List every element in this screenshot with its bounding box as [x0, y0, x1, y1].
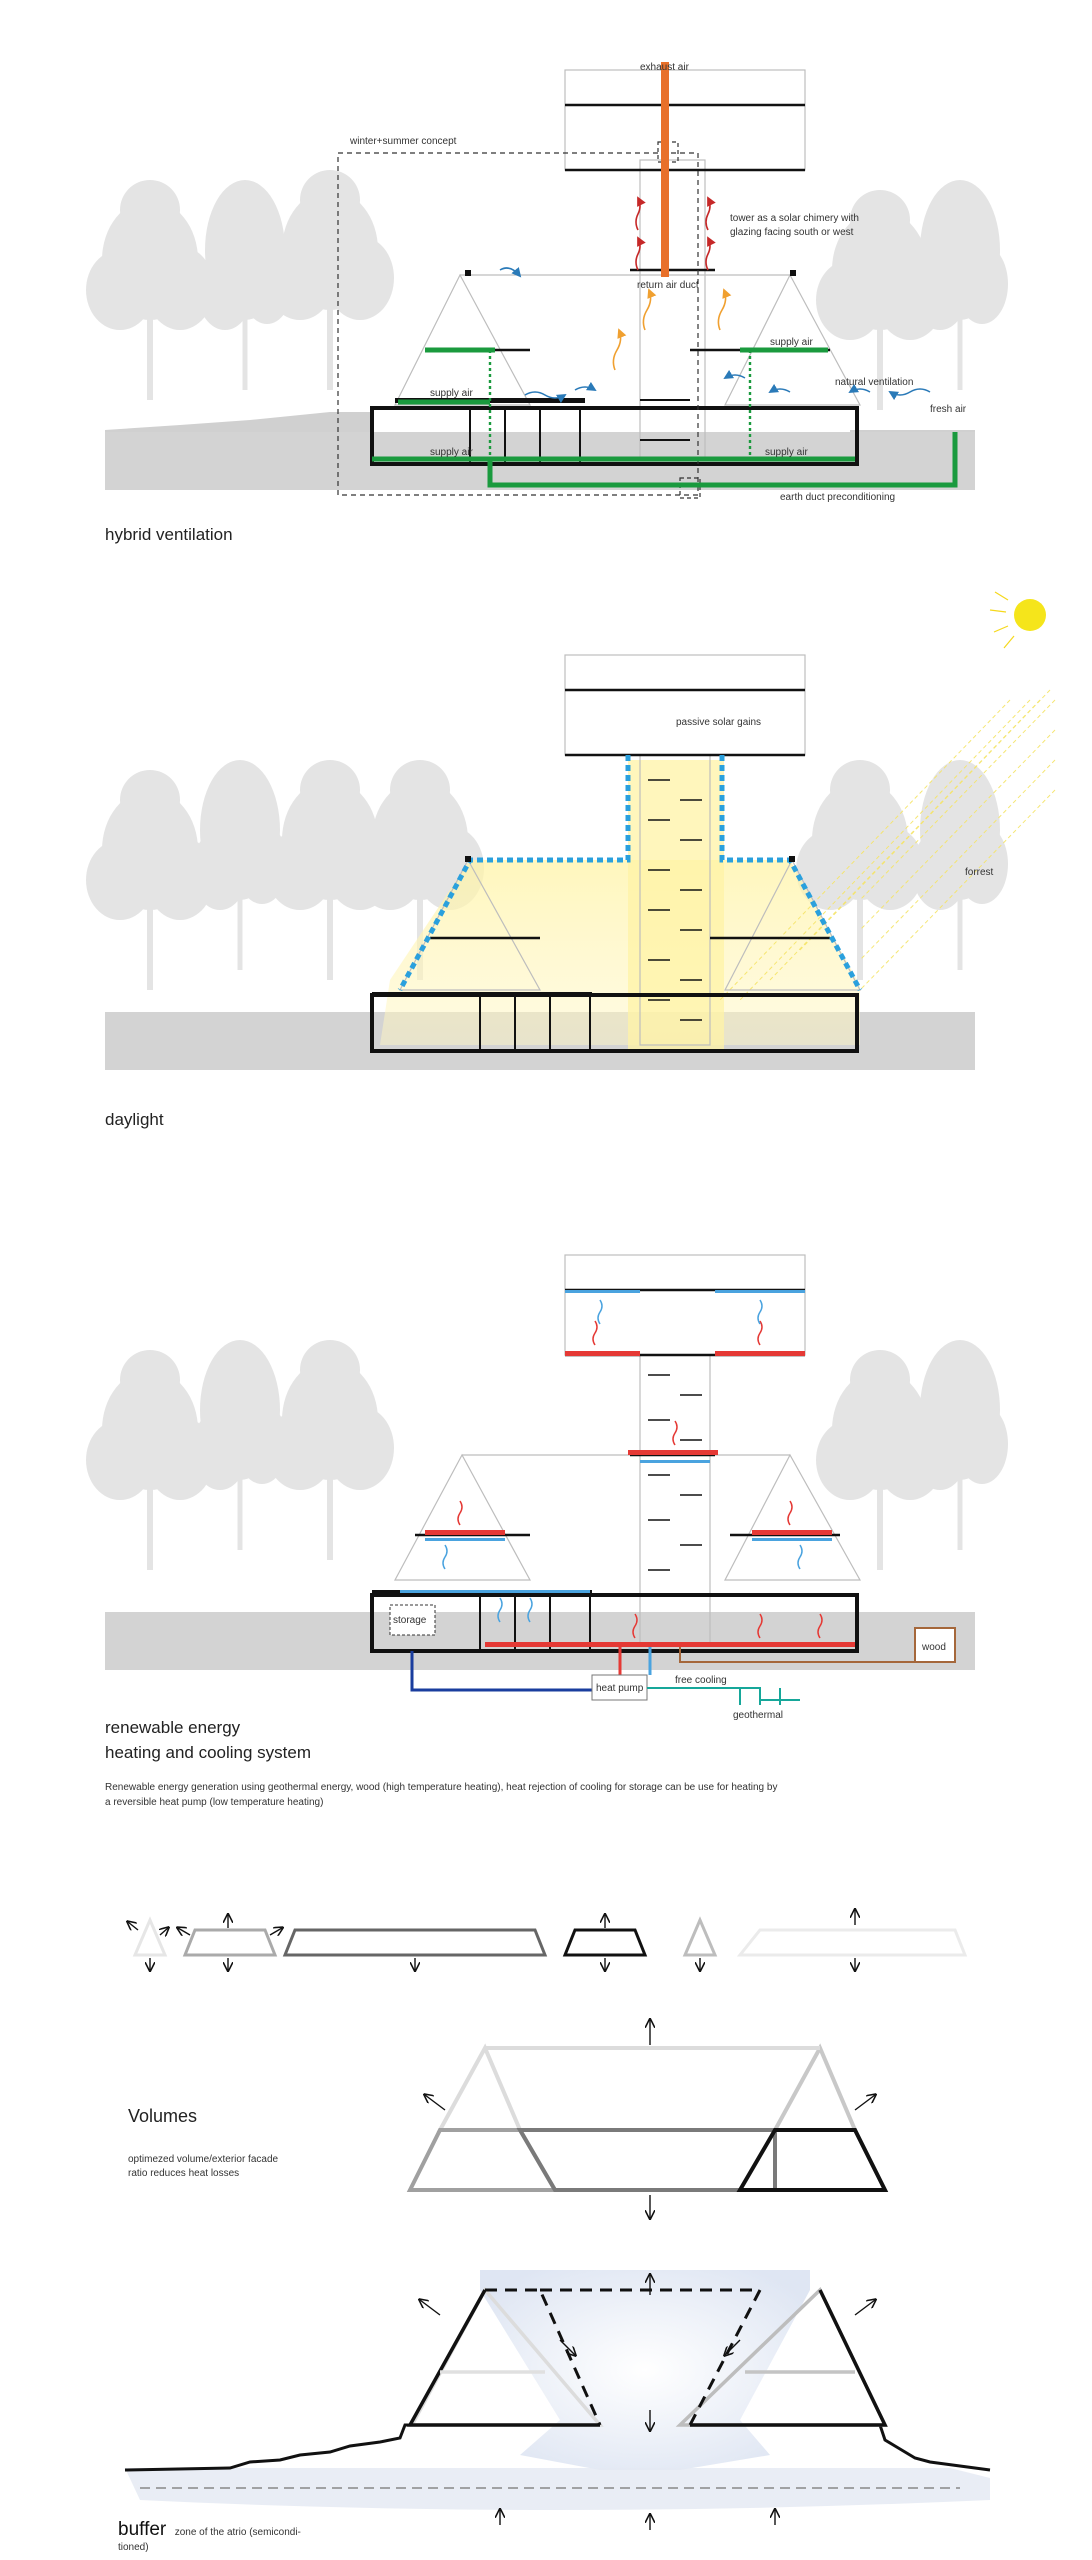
exploded-volumes: [135, 1920, 965, 1955]
volume-piece-1: [135, 1920, 165, 1955]
label-supply-air-left-mid: supply air: [430, 388, 473, 399]
buffer-ground-fill: [125, 2468, 990, 2510]
assembled-volume: [410, 2048, 885, 2190]
sun-disc: [1014, 599, 1046, 631]
label-supply-air-left-low: supply air: [430, 447, 473, 458]
title-buffer-small-line2: tioned): [118, 2542, 149, 2553]
assembled-right-base: [740, 2130, 885, 2190]
panel-renewable-energy: [86, 1255, 1008, 1808]
cooling-elements: [400, 1290, 832, 1593]
warm-air-arrows: [636, 198, 710, 270]
label-supply-air-right-upper: supply air: [770, 337, 813, 348]
label-free-cooling: free cooling: [675, 1675, 727, 1686]
title-buffer-big: buffer: [118, 2519, 167, 2540]
panel-volumes: [128, 1910, 965, 2218]
title-buffer-small: zone of the atrio (semicondi-: [174, 2527, 301, 2538]
exhaust-duct: [661, 62, 669, 277]
caption-renewable-line2: a reversible heat pump (low temperature heating): [105, 1797, 324, 1808]
caption-volumes-line2: ratio reduces heat losses: [128, 2168, 240, 2179]
label-wood: wood: [922, 1642, 946, 1653]
panel-hybrid-ventilation: [86, 62, 1008, 544]
sun-rays: [990, 592, 1014, 648]
volume-piece-3: [285, 1930, 545, 1955]
title-renewable-line2: heating and cooling system: [105, 1743, 312, 1762]
panel-daylight: [86, 592, 1055, 1129]
label-tower-line1: tower as a solar chimery with: [730, 213, 859, 224]
ground-floor-slab-2: [372, 992, 592, 997]
title-renewable-line1: renewable energy: [105, 1718, 241, 1737]
return-air-arrows: [613, 290, 725, 370]
title-hybrid-ventilation: hybrid ventilation: [105, 525, 233, 544]
volume-piece-5: [685, 1920, 715, 1955]
label-fresh-air: fresh air: [930, 404, 967, 415]
background-trees: [86, 170, 1008, 410]
volume-piece-2: [185, 1930, 275, 1955]
stair-treads-3: [648, 1375, 702, 1595]
buffer-atrium-fill: [480, 2270, 810, 2470]
volume-piece-6: [740, 1930, 965, 1955]
geothermal-probes: [740, 1688, 780, 1705]
label-return-air-duct: return air duct: [637, 280, 699, 291]
building-outline-3: [395, 1255, 860, 1645]
label-supply-air-right-low: supply air: [765, 447, 808, 458]
exploded-arrows: [128, 1910, 855, 1970]
label-earth-duct: earth duct preconditioning: [780, 492, 896, 503]
label-natural-ventilation: natural ventilation: [835, 377, 914, 388]
geothermal-line: [647, 1688, 800, 1700]
label-forrest: forrest: [965, 867, 994, 878]
title-volumes: Volumes: [128, 2106, 198, 2126]
label-geothermal: geothermal: [733, 1710, 784, 1721]
label-heat-pump: heat pump: [596, 1683, 644, 1694]
daylight-wedge: [380, 860, 860, 1045]
title-buffer: [118, 2519, 301, 2540]
label-passive-solar-gains: passive solar gains: [676, 717, 762, 728]
cool-waves: [443, 1300, 802, 1622]
assembled-left-base: [410, 2130, 555, 2190]
title-daylight: daylight: [105, 1110, 164, 1129]
label-tower-line2: glazing facing south or west: [730, 227, 854, 238]
sun: [990, 592, 1046, 648]
assembled-right-roof: [775, 2048, 855, 2130]
volume-piece-4: [565, 1930, 645, 1955]
label-storage: storage: [393, 1615, 427, 1626]
caption-renewable-line1: Renewable energy generation using geothermal energy, wood (high temperature heating), heat rejection of cooling for storage can be use for heating by: [105, 1782, 778, 1793]
assembled-mid-base: [520, 2130, 775, 2190]
floor-slabs-3: [415, 1290, 840, 1535]
caption-volumes-line1: optimezed volume/exterior facade: [128, 2154, 279, 2165]
label-exhaust-air: exhaust air: [640, 62, 689, 73]
panel-buffer: [118, 2270, 990, 2553]
assembled-left-roof: [440, 2048, 520, 2130]
label-winter-summer: winter+summer concept: [350, 136, 457, 147]
